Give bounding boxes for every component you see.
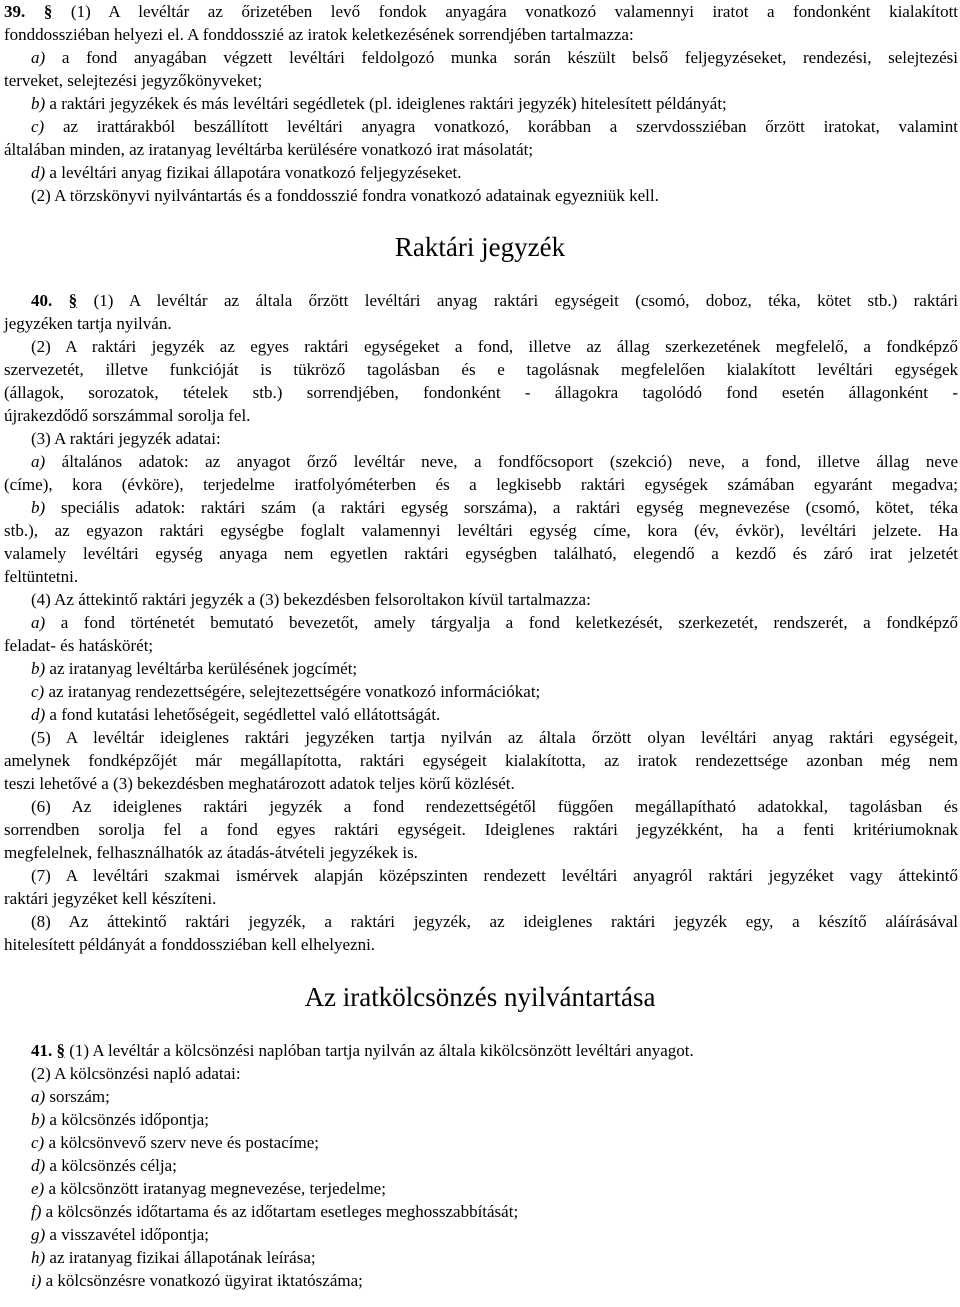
heading-raktari-jegyzek: Raktári jegyzék bbox=[394, 232, 566, 262]
art39-line-1 bbox=[4, 0, 958, 23]
list-item-text: a kölcsönzésre vonatkozó ügyirat iktatószáma; bbox=[45, 1271, 363, 1290]
art39-b-line bbox=[31, 92, 958, 115]
list-marker: d) bbox=[31, 705, 46, 724]
list-item-text: az iratanyag fizikai állapotának leírása; bbox=[49, 1248, 316, 1267]
list-marker: a) bbox=[31, 613, 46, 632]
art40-p6-line-3: megfelelnek, felhasználhatók az átadás-átvételi jegyzékek is. bbox=[4, 843, 418, 862]
art40-p4c bbox=[31, 680, 958, 703]
art40-p3a-line-2: (címe), kora (évköre), terjedelme iratfolyóméterben és a legkisebb raktári egységek számában egyaránt megadva; bbox=[4, 475, 958, 494]
list-marker: e) bbox=[31, 1179, 45, 1198]
art40-p2-line-3: (állagok, sorozatok, tételek stb.) sorrendjében, fondonként - állagokra tagolódó fond esetén állagonként - bbox=[4, 383, 958, 402]
art40-section-sign: § bbox=[68, 291, 78, 310]
art39-line-2: fonddossziéban helyezi el. A fonddosszié az iratok keletkezésének sorrendjében tartalmazza: bbox=[4, 25, 634, 44]
art40-p4: (4) Az áttekintő raktári jegyzék a (3) bekezdésben felsoroltakon kívül tartalmazza: bbox=[31, 590, 591, 609]
art40-p2-line-2: szervezetét, illetve funkcióját is tükröző tagolásban és e tagolásnak megfelelően kialakított levéltári egységek bbox=[4, 360, 958, 379]
list-item bbox=[31, 1223, 958, 1246]
art40-p8-line-1: (8) Az áttekintő raktári jegyzék, a raktári jegyzék, az ideiglenes raktári jegyzék egy, a készítő aláírásával bbox=[31, 912, 958, 931]
art40-p3a-text: általános adatok: az anyagot őrző levéltár neve, a fondfőcsoport (szekció) neve, a fond, illetve állag neve bbox=[61, 452, 959, 471]
art39-p2: (2) A törzskönyvi nyilvántartás és a fonddosszié fondra vonatkozó adatainak egyezniük kell. bbox=[31, 186, 659, 205]
list-marker: a) bbox=[31, 452, 46, 471]
art39-c-text: az irattárakból beszállított levéltári anyagra vonatkozó, korábban a szervdossziéban őrzött iratokat, valamint bbox=[62, 117, 958, 136]
list-marker: a) bbox=[31, 1087, 46, 1106]
art41-p1-text: (1) A levéltár a kölcsönzési naplóban tartja nyilván az általa kikölcsönzött levéltári anyagot. bbox=[69, 1041, 694, 1060]
art40-line-1 bbox=[31, 289, 958, 312]
art39-c-line-1 bbox=[31, 115, 958, 138]
list-item-text: a kölcsönzés időtartama és az időtartam esetleges meghosszabbítását; bbox=[45, 1202, 519, 1221]
art40-p2-line-1: (2) A raktári jegyzék az egyes raktári egységeket a fond, illetve az állag szerkezetének megfelelő, a fondképző bbox=[31, 337, 958, 356]
list-item bbox=[31, 1177, 958, 1200]
art40-p1-line-2: jegyzéken tartja nyilván. bbox=[4, 314, 172, 333]
heading-iratkolcsonzes: Az iratkölcsönzés nyilvántartása bbox=[304, 982, 656, 1012]
list-marker: g) bbox=[31, 1225, 46, 1244]
art40-p8-line-2: hitelesített példányát a fonddossziéban kell elhelyezni. bbox=[4, 935, 376, 954]
list-marker: f) bbox=[31, 1202, 42, 1221]
art40-p4a-text: a fond történetét bemutató bevezetőt, amely tárgyalja a fond keletkezését, szerkezetét, rendszerét, a fondképző bbox=[60, 613, 958, 632]
art39-c-line-2: általában minden, az iratanyag levéltárba kerülésére vonatkozó irat másolatát; bbox=[4, 140, 534, 159]
art40-p3b-text: speciális adatok: raktári szám (a raktári egység sorszáma), a raktári egység megnevezése (csomó, kötet, téka bbox=[60, 498, 958, 517]
art39-d-line bbox=[31, 161, 958, 184]
list-item bbox=[31, 1246, 958, 1269]
art40-p4d-text: a fond kutatási lehetőségeit, segédlettel való ellátottságát. bbox=[49, 705, 441, 724]
art40-p7-line-2: raktári jegyzéket kell készíteni. bbox=[4, 889, 217, 908]
art40-p3a-line-1 bbox=[31, 450, 958, 473]
art40-p5-line-1: (5) A levéltár ideiglenes raktári jegyzéken tartja nyilván az általa őrzött olyan levéltári anyag raktári egységeit, bbox=[31, 728, 958, 747]
list-item bbox=[31, 1200, 958, 1223]
art40-p4b-text: az iratanyag levéltárba kerülésének jogcímét; bbox=[49, 659, 358, 678]
art39-d-text: a levéltári anyag fizikai állapotára vonatkozó feljegyzéseket. bbox=[49, 163, 462, 182]
list-marker: d) bbox=[31, 1156, 46, 1175]
list-marker: d) bbox=[31, 163, 46, 182]
list-item bbox=[31, 1108, 958, 1131]
art41-section-sign: § bbox=[56, 1041, 65, 1060]
list-item bbox=[31, 1085, 958, 1108]
art40-p3b-line-2: stb.), az egyazon raktári egységbe foglalt valamennyi levéltári egység címe, kora (év, évkör), levéltári jelzete. Ha bbox=[4, 521, 958, 540]
art40-p5-line-2: amelynek fondképzőjét már megállapította, raktári egységeit kialakította, az iratok rendezettsége azonban még nem bbox=[4, 751, 958, 770]
list-item-text: a kölcsönzés célja; bbox=[49, 1156, 177, 1175]
list-item-text: a kölcsönzés időpontja; bbox=[49, 1110, 209, 1129]
art40-p3b-line-4: feltüntetni. bbox=[4, 567, 79, 586]
list-item bbox=[31, 1154, 958, 1177]
list-marker: c) bbox=[31, 682, 45, 701]
list-item bbox=[31, 1269, 958, 1292]
list-marker: h) bbox=[31, 1248, 46, 1267]
art39-p1-text: (1) A levéltár az őrizetében levő fondok anyagára vonatkozó valamennyi iratot a fondonként kialakított bbox=[70, 2, 959, 21]
art40-p7-line-1: (7) A levéltári szakmai ismérvek alapján középszinten rendezett levéltári anyagról raktári jegyzéket vagy áttekintő bbox=[31, 866, 958, 885]
list-item-text: sorszám; bbox=[49, 1087, 110, 1106]
list-item-text: a kölcsönvevő szerv neve és postacíme; bbox=[48, 1133, 319, 1152]
art39-a-line-2: terveket, selejtezési jegyzőkönyveket; bbox=[4, 71, 263, 90]
list-item-text: a visszavétel időpontja; bbox=[49, 1225, 209, 1244]
art40-p2-line-4: újrakezdődő sorszámmal sorolja fel. bbox=[4, 406, 251, 425]
art41-p2: (2) A kölcsönzési napló adatai: bbox=[31, 1064, 241, 1083]
art40-p4d bbox=[31, 703, 958, 726]
art40-p4c-text: az iratanyag rendezettségére, selejtezettségére vonatkozó információkat; bbox=[48, 682, 541, 701]
list-marker: i) bbox=[31, 1271, 42, 1290]
art40-p5-line-3: teszi lehetővé a (3) bekezdésben meghatározott adatok teljes körű közlését. bbox=[4, 774, 515, 793]
art40-p4b bbox=[31, 657, 958, 680]
art41-line-1 bbox=[31, 1039, 958, 1062]
list-marker: c) bbox=[31, 117, 45, 136]
list-marker: b) bbox=[31, 94, 46, 113]
list-marker: c) bbox=[31, 1133, 45, 1152]
list-marker: b) bbox=[31, 659, 46, 678]
art40-p3: (3) A raktári jegyzék adatai: bbox=[31, 429, 221, 448]
list-item-text: a kölcsönzött iratanyag megnevezése, terjedelme; bbox=[48, 1179, 386, 1198]
art40-p6-line-2: sorrendben sorolja fel a fond egyes raktári egységeit. Ideiglenes raktári jegyzékként, ha a fenti kritériumoknak bbox=[4, 820, 958, 839]
art40-p3b-line-3: valamely levéltári egység anyaga nem egyetlen raktári egységben található, elegendő a kezdő és záró irat jelzetét bbox=[4, 544, 958, 563]
art39-number: 39. bbox=[4, 2, 26, 21]
art40-number: 40. bbox=[31, 291, 53, 310]
art39-a-text: a fond anyagában végzett levéltári feldolgozó munka során készült belső feljegyzéseket, rendezési, selejtezési bbox=[61, 48, 958, 67]
list-marker: b) bbox=[31, 498, 46, 517]
art40-p3b-line-1 bbox=[31, 496, 958, 519]
art40-p4a-line-1 bbox=[31, 611, 958, 634]
list-item bbox=[31, 1131, 958, 1154]
art39-section-sign: § bbox=[43, 2, 53, 21]
art40-p4a-line-2: feladat- és hatáskörét; bbox=[4, 636, 154, 655]
art40-p1-text: (1) A levéltár az általa őrzött levéltári anyag raktári egységeit (csomó, doboz, téka, kötet stb.) raktári bbox=[93, 291, 958, 310]
list-marker: a) bbox=[31, 48, 46, 67]
art41-number: 41. bbox=[31, 1041, 53, 1060]
art39-b-text: a raktári jegyzékek és más levéltári segédletek (pl. ideiglenes raktári jegyzék) hitelesített példányát; bbox=[49, 94, 727, 113]
art39-a-line-1 bbox=[31, 46, 958, 69]
art40-p6-line-1: (6) Az ideiglenes raktári jegyzék a fond rendezettségétől függően megállapítható adatokkal, tagolásban és bbox=[31, 797, 958, 816]
list-marker: b) bbox=[31, 1110, 46, 1129]
